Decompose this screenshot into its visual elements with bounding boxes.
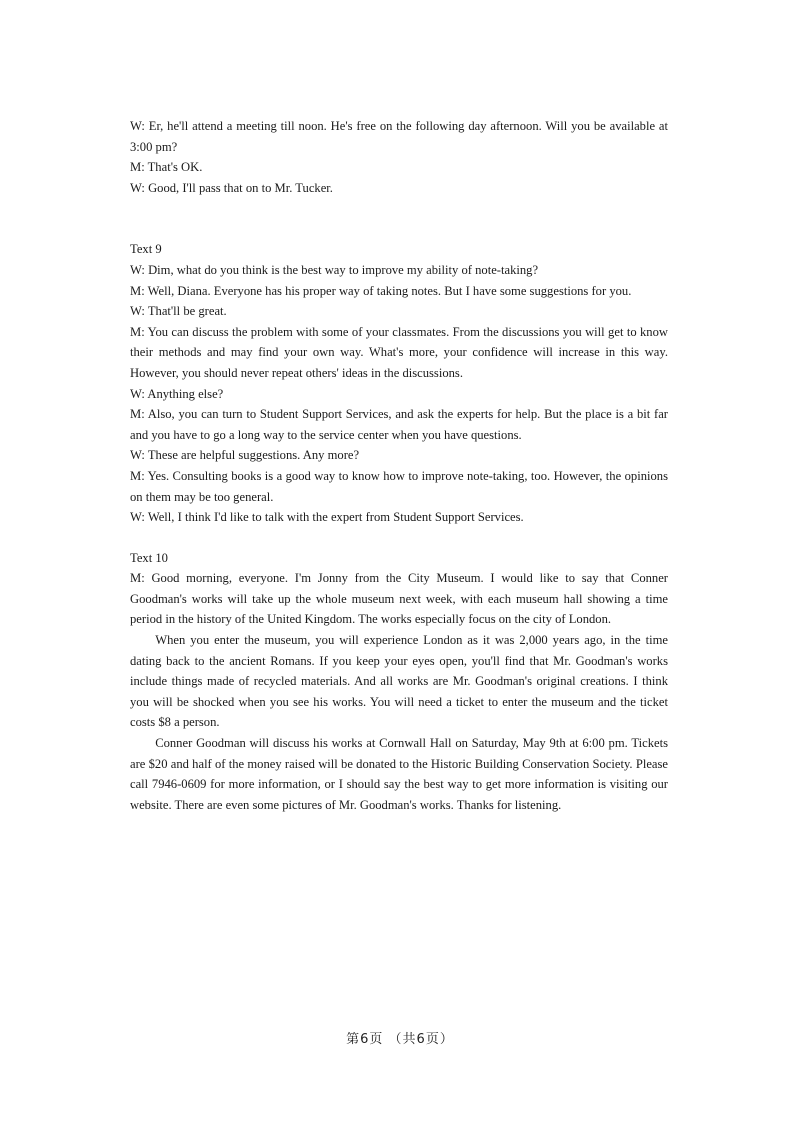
- text9-dialogue: [130, 260, 668, 528]
- text10-section: [130, 548, 668, 816]
- text10-monologue: [130, 568, 668, 815]
- dialogue-line: W: Well, I think I'd like to talk with the expert from Student Support Services.: [130, 510, 524, 525]
- monologue-paragraph: When you enter the museum, you will experience London as it was 2,000 years ago, in the time dating back to the ancient Romans. If you keep your eyes open, you'll find that Mr. Goodman's works include things made of recycled materials. And all works are Mr. Goodman's original creations. I think you will be shocked when you see his works. You will need a ticket to enter the museum and the ticket costs $8 a person.: [130, 633, 668, 730]
- dialogue-line: W: Dim, what do you think is the best way to improve my ability of note-taking?: [130, 262, 539, 277]
- dialogue-line: W: Good, I'll pass that on to Mr. Tucker.: [130, 180, 333, 195]
- dialogue-line: W: Anything else?: [130, 386, 224, 401]
- text10-heading: Text 10: [130, 550, 168, 565]
- dialogue-line: M: Yes. Consulting books is a good way to know how to improve note-taking, too. However, the opinions on them may be too general.: [130, 468, 668, 504]
- prev-dialogue: [130, 116, 668, 198]
- dialogue-line: W: Er, he'll attend a meeting till noon. He's free on the following day afternoon. Will you be available at 3:00 pm?: [130, 119, 668, 154]
- dialogue-line: M: That's OK.: [130, 160, 203, 175]
- dialogue-line: M: Also, you can turn to Student Support Services, and ask the experts for help. But the place is a bit far and you have to go a long way to the service center when you have questions.: [130, 407, 668, 442]
- transcript-column: [130, 116, 668, 815]
- dialogue-line: W: That'll be great.: [130, 304, 227, 319]
- dialogue-line: W: These are helpful suggestions. Any more?: [130, 448, 360, 463]
- monologue-paragraph: M: Good morning, everyone. I'm Jonny from the City Museum. I would like to say that Conner Goodman's works will take up the whole museum next week, with each museum hall showing a time period in the history of the United Kingdom. The works especially focus on the city of London.: [130, 571, 668, 627]
- text9-section: [130, 239, 668, 527]
- text9-heading: Text 9: [130, 242, 162, 257]
- monologue-paragraph: Conner Goodman will discuss his works at Cornwall Hall on Saturday, May 9th at 6:00 pm. Tickets are $20 and half of the money raised will be donated to the Historic Building Conservation Society. Please call 7946-0609 for more information, or I should say the best way to get more information is visiting our website. There are even some pictures of Mr. Goodman's works. Thanks for listening.: [130, 736, 668, 812]
- dialogue-line: M: You can discuss the problem with some of your classmates. From the discussions you will get to know their methods and may find your own way. What's more, your confidence will increase in this way. However, you should never repeat others' ideas in the discussions.: [130, 324, 668, 380]
- page-footer: 第6页 （共6页）: [346, 1032, 454, 1047]
- dialogue-line: M: Well, Diana. Everyone has his proper way of taking notes. But I have some suggestions for you.: [130, 283, 632, 298]
